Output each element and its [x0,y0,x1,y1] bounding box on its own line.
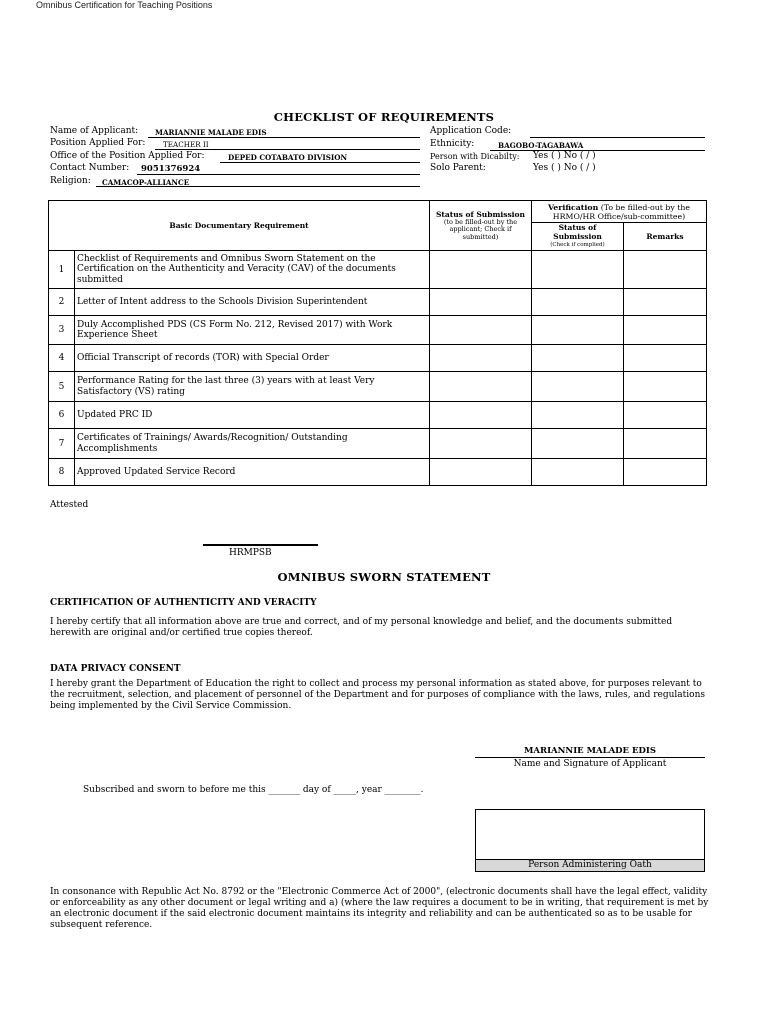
row-number: 3 [49,316,75,345]
office-label: Office of the Position Applied For: [50,151,205,161]
col-remarks-header [624,223,707,251]
cav-heading: CERTIFICATION OF AUTHENTICITY AND VERACITY [50,598,317,608]
app-code-line [530,137,705,138]
contact-label: Contact Number: [50,163,130,173]
table-row [49,345,707,372]
sworn-text: Subscribed and sworn to before me this _______ day of _____, year ________. [83,785,424,795]
row-remarks-cell[interactable] [624,316,707,345]
requirements-table [48,200,707,486]
row-verification-cell[interactable] [532,402,624,429]
row-status-cell[interactable] [430,316,532,345]
row-requirement: Updated PRC ID [75,402,430,429]
row-requirement: Official Transcript of records (TOR) with Special Order [75,345,430,372]
col-status-note: (to be filled-out by the applicant; Check if submitted) [443,217,518,241]
row-verification-cell[interactable] [532,289,624,316]
privacy-text: I hereby grant the Department of Education the right to collect and process my personal information as stated above, for purposes relevant to the recruitment, selection, and placement of personnel of the Department and for purposes of compliance with the laws, rules, and regulations being implemented by the Civil Service Commission. [50,679,706,711]
col-ver-status-note: (Check if complied) [550,242,605,248]
table-row [49,316,707,345]
row-number: 1 [49,251,75,289]
row-status-cell[interactable] [430,372,532,402]
row-verification-cell[interactable] [532,251,624,289]
row-remarks-cell[interactable] [624,251,707,289]
row-number: 4 [49,345,75,372]
table-row [49,372,707,402]
row-number: 6 [49,402,75,429]
row-requirement: Letter of Intent address to the Schools Division Superintendent [75,289,430,316]
cav-text: I hereby certify that all information above are true and correct, and of my personal knowledge and belief, and the documents submitted herewith are original and/or certified true copies thereof. [50,617,673,638]
signatory-caption: Name and Signature of Applicant [513,759,667,769]
row-requirement: Approved Updated Service Record [75,459,430,486]
solo-parent-options[interactable]: Yes ( ) No ( / ) [533,163,596,173]
row-remarks-cell[interactable] [624,345,707,372]
row-number: 8 [49,459,75,486]
app-code-label: Application Code: [430,126,512,136]
religion-value[interactable]: CAMACOP-ALLIANCE [102,178,190,187]
hrmpsb-signature-line[interactable] [203,544,318,546]
solo-parent-label: Solo Parent: [430,163,486,173]
col-ver-status-label: Status of Submission [553,223,602,241]
col-verification-rest: (To be filled-out by the HRMO/HR Office/sub-committee) [552,202,691,221]
row-requirement: Duly Accomplished PDS (CS Form No. 212, Revised 2017) with Work Experience Sheet [75,316,430,345]
oath-label: Person Administering Oath [476,859,704,871]
row-remarks-cell[interactable] [624,459,707,486]
position-line [155,149,420,150]
row-number: 2 [49,289,75,316]
omnibus-title: OMNIBUS SWORN STATEMENT [277,570,491,584]
position-value[interactable]: TEACHER II [163,140,209,149]
table-row [49,289,707,316]
row-remarks-cell[interactable] [624,402,707,429]
col-requirement-header [49,201,430,251]
row-remarks-cell[interactable] [624,289,707,316]
row-number: 5 [49,372,75,402]
row-status-cell[interactable] [430,345,532,372]
row-remarks-cell[interactable] [624,429,707,459]
row-requirement: Performance Rating for the last three (3) years with at least Very Satisfactory (VS) rating [75,372,430,402]
col-status-header [430,201,532,251]
applicant-line [148,137,420,138]
applicant-label: Name of Applicant: [50,126,139,136]
row-status-cell[interactable] [430,402,532,429]
row-verification-cell[interactable] [532,372,624,402]
col-status-label: Status of Submission [436,209,525,219]
table-row [49,459,707,486]
attested-label: Attested [50,500,89,510]
row-requirement: Checklist of Requirements and Omnibus Sworn Statement on the Certification on the Authenticity and Veracity (CAV) of the documents submitted [75,251,430,289]
checklist-title: CHECKLIST OF REQUIREMENTS [273,110,495,124]
table-row [49,251,707,289]
row-number: 7 [49,429,75,459]
signatory-line[interactable] [475,757,705,758]
ethnicity-value[interactable]: BAGOBO-TAGABAWA [498,141,584,150]
row-verification-cell[interactable] [532,429,624,459]
row-status-cell[interactable] [430,459,532,486]
ecommerce-text: In consonance with Republic Act No. 8792 or the "Electronic Commerce Act of 2000", (electronic documents shall have the legal effect, validity or enforceability as any other document or legal writing and a) (where the law requires a document to be in writing, that requirement is met by an electronic document if the said electronic document maintains its integrity and reliability and can be authenticated so as to be usable for subsequent reference. [50,887,709,930]
col-verification-header [532,201,707,223]
position-label: Position Applied For: [50,138,146,148]
col-verification-bold: Verification [547,202,599,212]
col-remarks-label: Remarks [646,232,684,241]
row-verification-cell[interactable] [532,459,624,486]
row-remarks-cell[interactable] [624,372,707,402]
col-requirement-label: Basic Documentary Requirement [169,221,309,230]
applicant-value[interactable]: MARIANNIE MALADE EDIS [155,128,267,137]
ethnicity-label: Ethnicity: [430,139,475,149]
office-line [220,162,420,163]
religion-label: Religion: [50,176,91,186]
privacy-heading: DATA PRIVACY CONSENT [50,664,181,674]
table-row [49,429,707,459]
office-value[interactable]: DEPED COTABATO DIVISION [228,153,348,162]
document-header: Omnibus Certification for Teaching Positions [36,0,213,10]
signatory-name: MARIANNIE MALADE EDIS [524,746,656,756]
row-status-cell[interactable] [430,251,532,289]
hrmpsb-label: HRMPSB [229,548,272,558]
oath-signature-box[interactable] [475,809,705,872]
contact-value[interactable]: 9051376924 [141,164,201,174]
row-verification-cell[interactable] [532,316,624,345]
disability-options[interactable]: Yes ( ) No ( / ) [533,151,596,161]
disability-label: Person with Dicabilty: [430,152,520,161]
row-verification-cell[interactable] [532,345,624,372]
col-ver-status-header [532,223,624,251]
row-status-cell[interactable] [430,289,532,316]
table-row [49,402,707,429]
contact-line [137,174,420,175]
ethnicity-line [490,150,705,151]
row-requirement: Certificates of Trainings/ Awards/Recognition/ Outstanding Accomplishments [75,429,430,459]
row-status-cell[interactable] [430,429,532,459]
